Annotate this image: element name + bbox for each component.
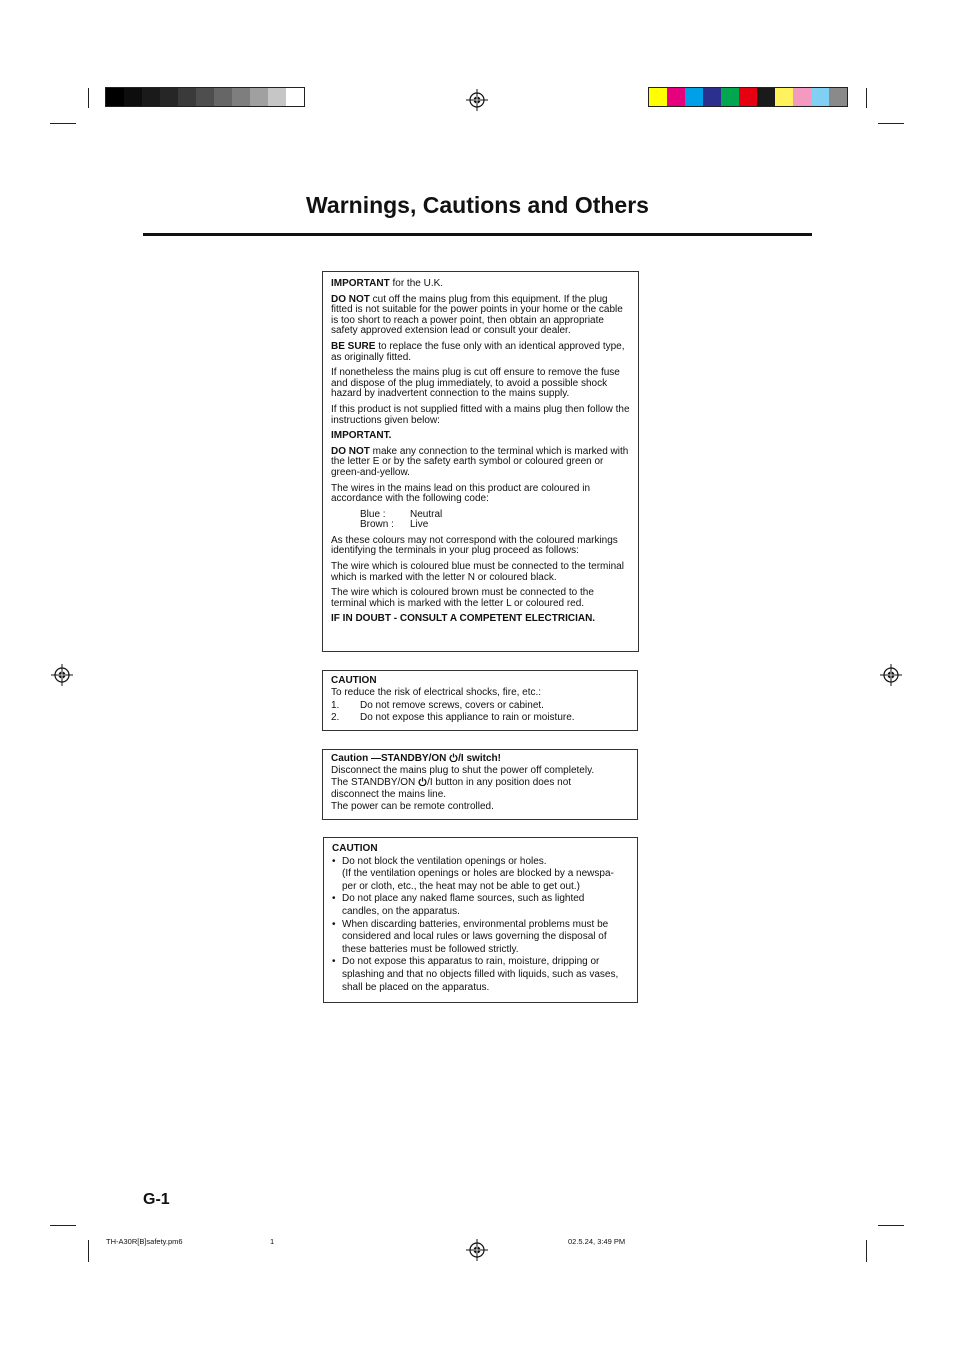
color-swatch <box>214 88 232 106</box>
uk-plug-notice-box <box>322 271 639 652</box>
item-number: 2. <box>331 712 340 724</box>
item-text: Do not expose this appliance to rain or moisture. <box>360 712 575 724</box>
caution-heading: CAUTION <box>332 843 378 854</box>
item-number: 1. <box>331 699 340 711</box>
standby-line <box>331 777 629 789</box>
line-text: The STANDBY/ON <box>331 776 419 788</box>
notice-bold: IMPORTANT <box>331 278 390 289</box>
crop-mark <box>878 123 904 124</box>
standby-line: Disconnect the mains plug to shut the power off completely. <box>331 764 595 776</box>
standby-heading <box>331 753 629 765</box>
color-swatch <box>178 88 196 106</box>
registration-mark-icon <box>880 664 902 686</box>
crop-mark <box>50 123 76 124</box>
power-symbol-icon <box>449 753 458 762</box>
notice-text: cut off the mains plug from this equipment. If the plug fitted is not suitable for the power points in your home or the cable is too short to reach a power point, then obtain an appropriate safety approved extension lead or consult your dealer. <box>331 293 623 337</box>
color-swatch <box>196 88 214 106</box>
heading-text: /I switch! <box>458 753 501 764</box>
bullet: • <box>332 956 336 968</box>
wire-code-row <box>360 510 630 521</box>
color-swatch <box>286 88 304 106</box>
color-swatch <box>793 88 811 106</box>
color-calibration-bar <box>648 87 848 107</box>
bullet: • <box>332 855 336 867</box>
wire-color-codes <box>360 510 630 531</box>
crop-mark <box>50 1225 76 1226</box>
color-swatch <box>232 88 250 106</box>
bullet-text: Do not expose this apparatus to rain, moisture, dripping or splashing and that no objects filled with liquids, such as vases, shall be placed on the apparatus. <box>342 956 619 993</box>
notice-bold: DO NOT <box>331 293 370 305</box>
caution-shock-box <box>322 670 638 731</box>
color-swatch <box>667 88 685 106</box>
registration-mark-icon <box>466 1239 488 1261</box>
notice-paragraph: If this product is not supplied fitted with a mains plug then follow the instructions given below: <box>331 403 630 426</box>
bullet-item <box>332 856 629 894</box>
wire-color: Brown : <box>360 519 394 531</box>
footer-timestamp: 02.5.24, 3:49 PM <box>568 1237 626 1246</box>
bullet-item <box>332 893 629 918</box>
registration-mark-icon <box>466 89 488 111</box>
notice-paragraph: As these colours may not correspond with the coloured markings identifying the terminals in your plug proceed as follows: <box>331 534 618 557</box>
color-swatch <box>811 88 829 106</box>
line-text: /I button in any position does not <box>427 776 572 788</box>
crop-mark <box>878 1225 904 1226</box>
notice-bold: BE SURE <box>331 340 376 352</box>
color-swatch <box>250 88 268 106</box>
notice-bold: IF IN DOUBT - CONSULT A COMPETENT ELECTRICIAN. <box>331 613 596 625</box>
color-swatch <box>829 88 847 106</box>
item-text: Do not remove screws, covers or cabinet. <box>360 699 544 711</box>
caution-heading: CAUTION <box>331 675 377 686</box>
crop-mark <box>866 1240 867 1262</box>
bullet: • <box>332 893 336 905</box>
notice-paragraph <box>331 295 630 337</box>
crop-mark <box>88 88 89 108</box>
color-swatch <box>160 88 178 106</box>
notice-text: for the U.K. <box>389 278 444 289</box>
crop-mark <box>88 1240 89 1262</box>
wire-color: Blue : <box>360 508 386 520</box>
notice-paragraph: If nonetheless the mains plug is cut off ensure to remove the fuse and dispose of the plug immediately, to avoid a possible shock hazard by inadvertent connection to the mains supply. <box>331 367 620 400</box>
title-rule <box>143 233 812 236</box>
color-swatch <box>757 88 775 106</box>
notice-paragraph <box>331 447 630 479</box>
notice-paragraph <box>331 431 630 442</box>
list-item <box>331 700 629 712</box>
color-swatch <box>721 88 739 106</box>
heading-text: Caution —STANDBY/ON <box>331 753 450 764</box>
bullet-text: Do not place any naked flame sources, such as lighted candles, on the apparatus. <box>342 893 585 917</box>
wire-code-row <box>360 520 630 531</box>
standby-switch-caution-box <box>322 749 638 820</box>
color-swatch <box>106 88 124 106</box>
color-swatch <box>649 88 667 106</box>
color-swatch <box>703 88 721 106</box>
notice-paragraph <box>331 342 630 363</box>
power-symbol-icon <box>418 777 427 786</box>
color-swatch <box>739 88 757 106</box>
notice-paragraph <box>331 614 630 625</box>
footer-filename: TH-A30R[B]safety.pm6 <box>106 1237 183 1246</box>
notice-text: to replace the fuse only with an identical approved type, as originally fitted. <box>331 340 625 363</box>
notice-paragraph: The wire which is coloured brown must be connected to the terminal which is marked with the letter L or coloured red. <box>331 587 594 609</box>
notice-paragraph: The wire which is coloured blue must be connected to the terminal which is marked with the letter N or coloured black. <box>331 561 624 583</box>
standby-line: disconnect the mains line. <box>331 788 447 800</box>
footer-page: 1 <box>270 1237 275 1246</box>
color-swatch <box>775 88 793 106</box>
gray-calibration-bar <box>105 87 305 107</box>
bullet-text: Do not block the ventilation openings or holes. (If the ventilation openings or holes are blocked by a newspa- per or cloth, etc., the heat may not be able to get out.) <box>342 855 614 892</box>
notice-text: make any connection to the terminal which is marked with the letter E or by the safety earth symbol or coloured green or green-and-yellow. <box>331 445 629 478</box>
notice-paragraph <box>331 279 630 290</box>
color-swatch <box>685 88 703 106</box>
bullet-text: When discarding batteries, environmental problems must be considered and local rules or laws governing the disposal of these batteries must be followed strictly. <box>342 918 609 955</box>
bullet: • <box>332 918 336 930</box>
bullet-item <box>332 956 629 994</box>
registration-mark-icon <box>51 664 73 686</box>
color-swatch <box>268 88 286 106</box>
page-number: G-1 <box>143 1191 170 1208</box>
notice-paragraph: The wires in the mains lead on this product are coloured in accordance with the following code: <box>331 482 591 505</box>
color-swatch <box>142 88 160 106</box>
bullet-item <box>332 919 629 957</box>
standby-line: The power can be remote controlled. <box>331 800 494 812</box>
color-swatch <box>124 88 142 106</box>
notice-bold: IMPORTANT. <box>331 430 392 442</box>
page-title: Warnings, Cautions and Others <box>306 192 649 218</box>
wire-role: Live <box>410 519 429 531</box>
list-item <box>331 712 629 724</box>
notice-bold: DO NOT <box>331 445 370 457</box>
caution-ventilation-box <box>323 837 638 1003</box>
wire-role: Neutral <box>410 508 443 520</box>
caution-intro: To reduce the risk of electrical shocks, fire, etc.: <box>331 687 542 699</box>
crop-mark <box>866 88 867 108</box>
